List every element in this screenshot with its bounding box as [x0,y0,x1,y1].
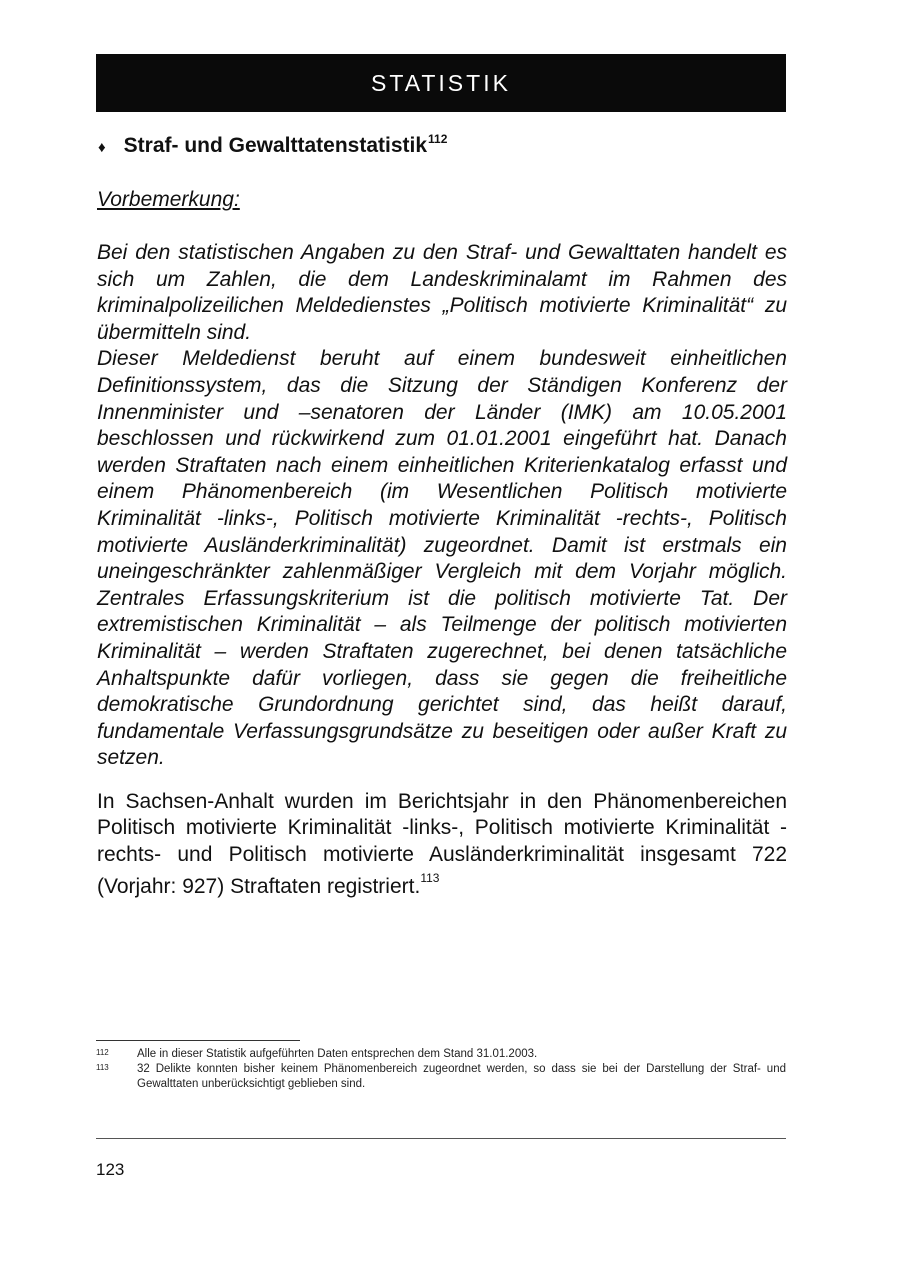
heading-footnote-ref: 112 [428,132,448,146]
section-banner [96,54,786,112]
summary-footnote-ref: 113 [420,870,440,885]
section-heading [98,134,447,158]
footnote-number: 112 [96,1048,109,1057]
heading-text: Straf- und Gewalttatenstatistik [123,134,428,157]
footnote-divider [96,1040,300,1041]
statistics-summary [97,789,787,900]
page-footer-divider [96,1138,786,1139]
footnote-number: 113 [96,1063,109,1072]
remark-paragraph: Dieser Meldedienst beruht auf einem bundesweit einheitlichen Definitionssystem, das die Sitzung der Ständigen Konferenz der Innenminister und –senatoren der Länder (IMK) am 10.05.2001 beschlossen und rückwirkend zum 01.01.2001 eingeführt hat. Danach werden Straftaten nach einem einheitlichen Kriterienkatalog erfasst und einem Phänomenbereich (im Wesentlichen Politisch motivierte Kriminalität -links-, Politisch motivierte Kriminalität -rechts-, Politisch motivierte Ausländerkriminalität) zugeordnet. Damit ist erstmals ein uneingeschränkter zahlenmäßiger Vergleich mit dem Vorjahr möglich. Zentrales Erfassungskriterium ist die politisch motivierte Tat. Der extremistischen Kriminalität – als Teilmenge der politisch motivierten Kriminalität – werden Straftaten zugerechnet, bei denen tatsächliche Anhaltspunkte dafür vorliegen, dass sie gegen die freiheitliche demokratische Grundordnung gerichtet sind, das heißt darauf, fundamentale Verfassungsgrundsätze zu beseitigen oder außer Kraft zu setzen. [97,347,787,770]
footnote-text: 32 Delikte konnten bisher keinem Phänomenbereich zugeordnet werden, so dass sie bei der Darstellung der Straf- und Gewalttaten unberücksichtigt geblieben sind. [137,1063,786,1090]
diamond-bullet-icon: ♦ [98,139,106,156]
footnote [96,1047,786,1062]
page-number: 123 [96,1160,125,1179]
preliminary-remark-label: Vorbemerkung: [97,188,240,211]
preliminary-remark-text [97,240,787,772]
summary-text: In Sachsen-Anhalt wurden im Berichtsjahr in den Phänomenbereichen Politisch motivierte Kriminalität -links-, Politisch motivierte Kriminalität -rechts- und Politisch motivierte Ausländerkriminalität insgesamt 722 (Vorjahr: 927) Straftaten registriert. [97,790,787,898]
footnote [96,1062,786,1092]
footnote-text: Alle in dieser Statistik aufgeführten Daten entsprechen dem Stand 31.01.2003. [137,1048,538,1060]
banner-title: STATISTIK [371,69,511,96]
footnotes [96,1047,786,1092]
remark-paragraph: Bei den statistischen Angaben zu den Straf- und Gewalttaten handelt es sich um Zahlen, die dem Landeskriminalamt im Rahmen des kriminalpolizeilichen Meldedienstes „Politisch motivierte Kriminalität“ zu übermitteln sind. [97,241,787,344]
